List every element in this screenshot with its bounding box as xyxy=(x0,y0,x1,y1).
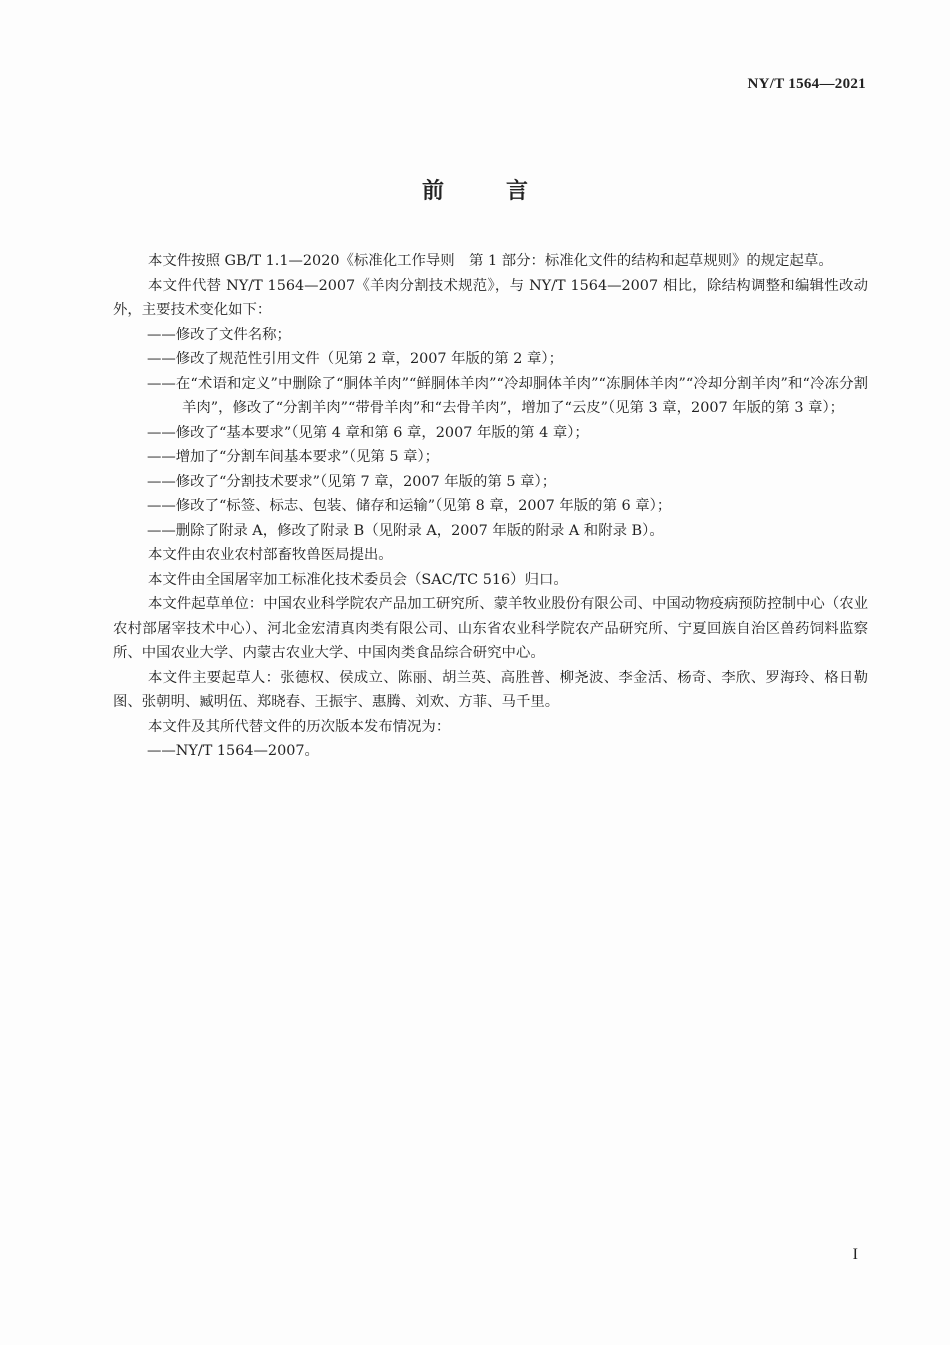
paragraph: 本文件由全国屠宰加工标准化技术委员会（SAC/TC 516）归口。 xyxy=(148,571,568,588)
list-item: ——在“术语和定义”中删除了“胴体羊肉”“鲜胴体羊肉”“冷却胴体羊肉”“冻胴体羊肉”“冷却分割羊肉”和“冷冻分割羊肉”，修改了“分割羊肉”“带骨羊肉”和“去骨羊肉”，增加了“云皮”（见第 3 章，2007 年版的第 3 章）； xyxy=(147,375,868,416)
paragraph: 本文件主要起草人：张德权、侯成立、陈丽、胡兰英、高胜普、柳尧波、李金活、杨奇、李欣、罗海玲、格日勒图、张朝明、臧明伍、郑晓春、王振宇、惠腾、刘欢、方菲、马千里。 xyxy=(113,669,868,710)
paragraph: 本文件及其所代替文件的历次版本发布情况为： xyxy=(148,718,451,735)
list-item: ——增加了“分割车间基本要求”（见第 5 章）； xyxy=(147,449,440,465)
page-title: 前言 xyxy=(421,179,590,204)
paragraph: 本文件代替 NY/T 1564—2007《羊肉分割技术规范》，与 NY/T 1564—2007 相比，除结构调整和编辑性改动外，主要技术变化如下： xyxy=(113,277,868,318)
list-item: ——删除了附录 A，修改了附录 B（见附录 A，2007 年版的附录 A 和附录 B）。 xyxy=(147,522,664,539)
list-item: ——修改了“基本要求”（见第 4 章和第 6 章，2007 年版的第 4 章）； xyxy=(147,424,589,441)
list-item: ——修改了“分割技术要求”（见第 7 章，2007 年版的第 5 章）； xyxy=(147,473,557,490)
paragraph: 本文件起草单位：中国农业科学院农产品加工研究所、蒙羊牧业股份有限公司、中国动物疫病预防控制中心（农业农村部屠宰技术中心）、河北金宏清真肉类有限公司、山东省农业科学院农产品研究所、宁夏回族自治区兽药饲料监察所、中国农业大学、内蒙古农业大学、中国肉类食品综合研究中心。 xyxy=(113,596,868,661)
list-item: ——修改了“标签、标志、包装、储存和运输”（见第 8 章，2007 年版的第 6 章）； xyxy=(147,498,672,514)
paragraph: 本文件按照 GB/T 1.1—2020《标准化工作导则 第 1 部分：标准化文件的结构和起草规则》的规定起草。 xyxy=(148,253,833,269)
list-item: ——修改了文件名称； xyxy=(147,326,291,343)
list-item: ——NY/T 1564—2007。 xyxy=(147,743,319,759)
standard-code: NY/T 1564—2021 xyxy=(747,76,866,92)
list-item: ——修改了规范性引用文件（见第 2 章，2007 年版的第 2 章）； xyxy=(147,351,563,367)
paragraph: 本文件由农业农村部畜牧兽医局提出。 xyxy=(148,547,393,563)
foreword-body xyxy=(113,249,868,764)
page-number: I xyxy=(852,1246,858,1263)
